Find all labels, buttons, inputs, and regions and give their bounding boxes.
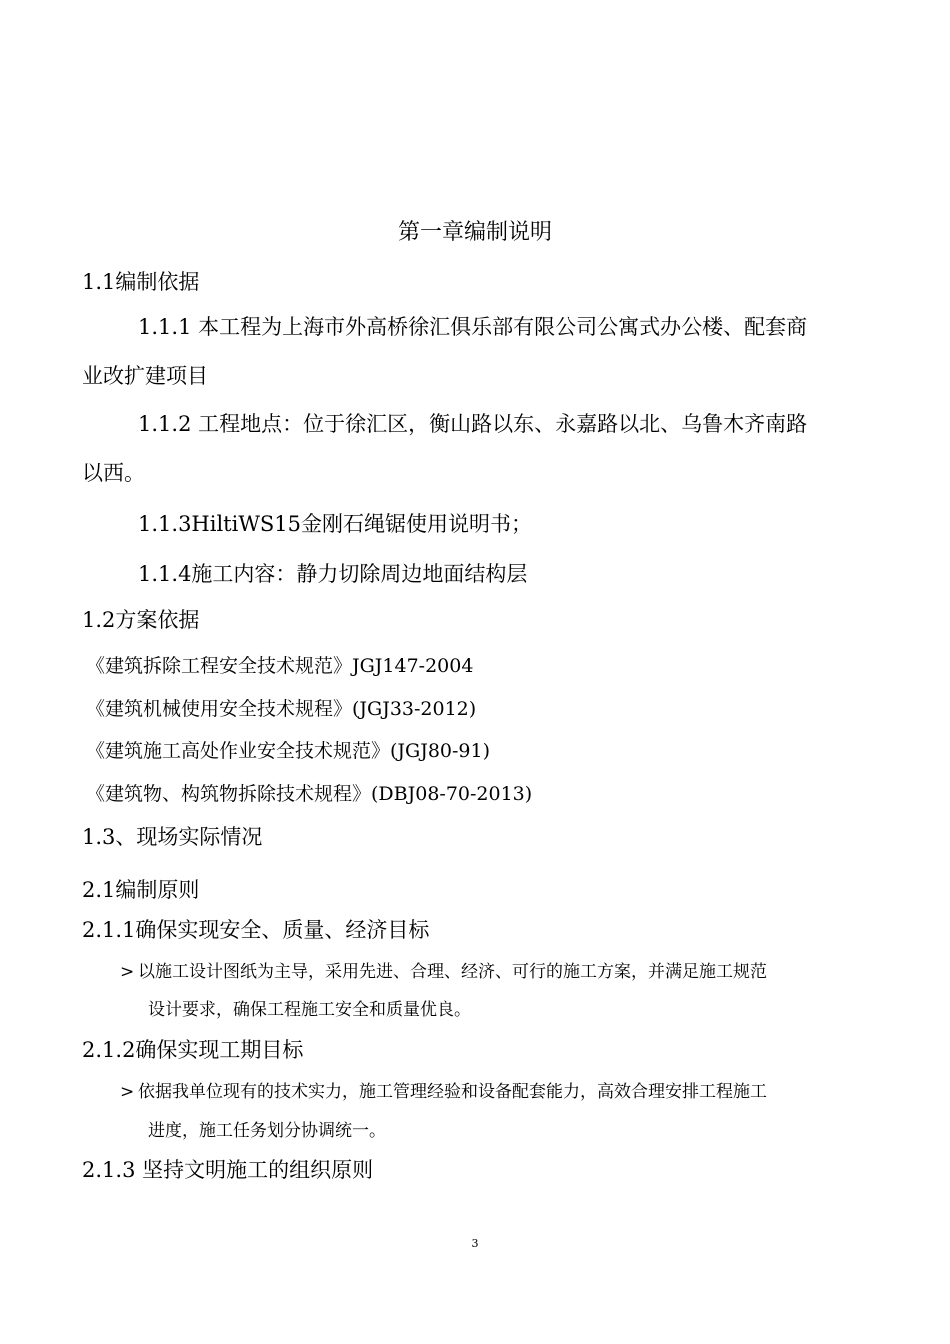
bullet-item-2-1-1 [120, 964, 767, 981]
item-1-1-2-line2: 以西。 [82, 461, 145, 485]
section-heading-2-1-2: 2.1.2确保实现工期目标 [82, 1038, 304, 1062]
item-1-1-2-line1: 1.1.2 工程地点：位于徐汇区，衡山路以东、永嘉路以北、乌鲁木齐南路 [138, 412, 808, 436]
item-1-1-3: 1.1.3HiltiWS15金刚石绳锯使用说明书； [138, 512, 533, 536]
section-heading-1-3: 1.3、现场实际情况 [82, 825, 263, 849]
item-1-1-1-line1: 1.1.1 本工程为上海市外高桥徐汇俱乐部有限公司公寓式办公楼、配套商 [138, 315, 808, 339]
section-heading-2-1-3: 2.1.3 坚持文明施工的组织原则 [82, 1158, 374, 1182]
bullet-item-2-1-1-continuation: 设计要求，确保工程施工安全和质量优良。 [148, 1000, 471, 1020]
reference-item: 《建筑物、构筑物拆除技术规程》(DBJ08-70-2013) [86, 783, 533, 805]
page-number: 3 [471, 1237, 479, 1250]
bullet-arrow-icon: > [120, 962, 135, 982]
bullet-item-2-1-2-continuation: 进度，施工任务划分协调统一。 [148, 1121, 386, 1141]
bullet-arrow-icon: > [120, 1082, 135, 1102]
section-heading-1-1: 1.1编制依据 [82, 270, 200, 294]
reference-item: 《建筑拆除工程安全技术规范》JGJ147-2004 [86, 655, 474, 677]
item-1-1-1-line2: 业改扩建项目 [82, 364, 208, 388]
item-1-1-4: 1.1.4施工内容：静力切除周边地面结构层 [138, 562, 528, 586]
section-heading-2-1: 2.1编制原则 [82, 878, 200, 902]
reference-item: 《建筑机械使用安全技术规程》(JGJ33-2012) [86, 698, 477, 720]
bullet-text: 以施工设计图纸为主导，采用先进、合理、经济、可行的施工方案，并满足施工规范 [138, 962, 767, 982]
chapter-title: 第一章编制说明 [397, 220, 552, 245]
section-heading-1-2: 1.2方案依据 [82, 608, 200, 632]
bullet-item-2-1-2 [120, 1084, 767, 1101]
reference-item: 《建筑施工高处作业安全技术规范》(JGJ80-91) [86, 740, 491, 762]
bullet-text: 依据我单位现有的技术实力，施工管理经验和设备配套能力，高效合理安排工程施工 [138, 1082, 767, 1102]
section-heading-2-1-1: 2.1.1确保实现安全、质量、经济目标 [82, 918, 430, 942]
